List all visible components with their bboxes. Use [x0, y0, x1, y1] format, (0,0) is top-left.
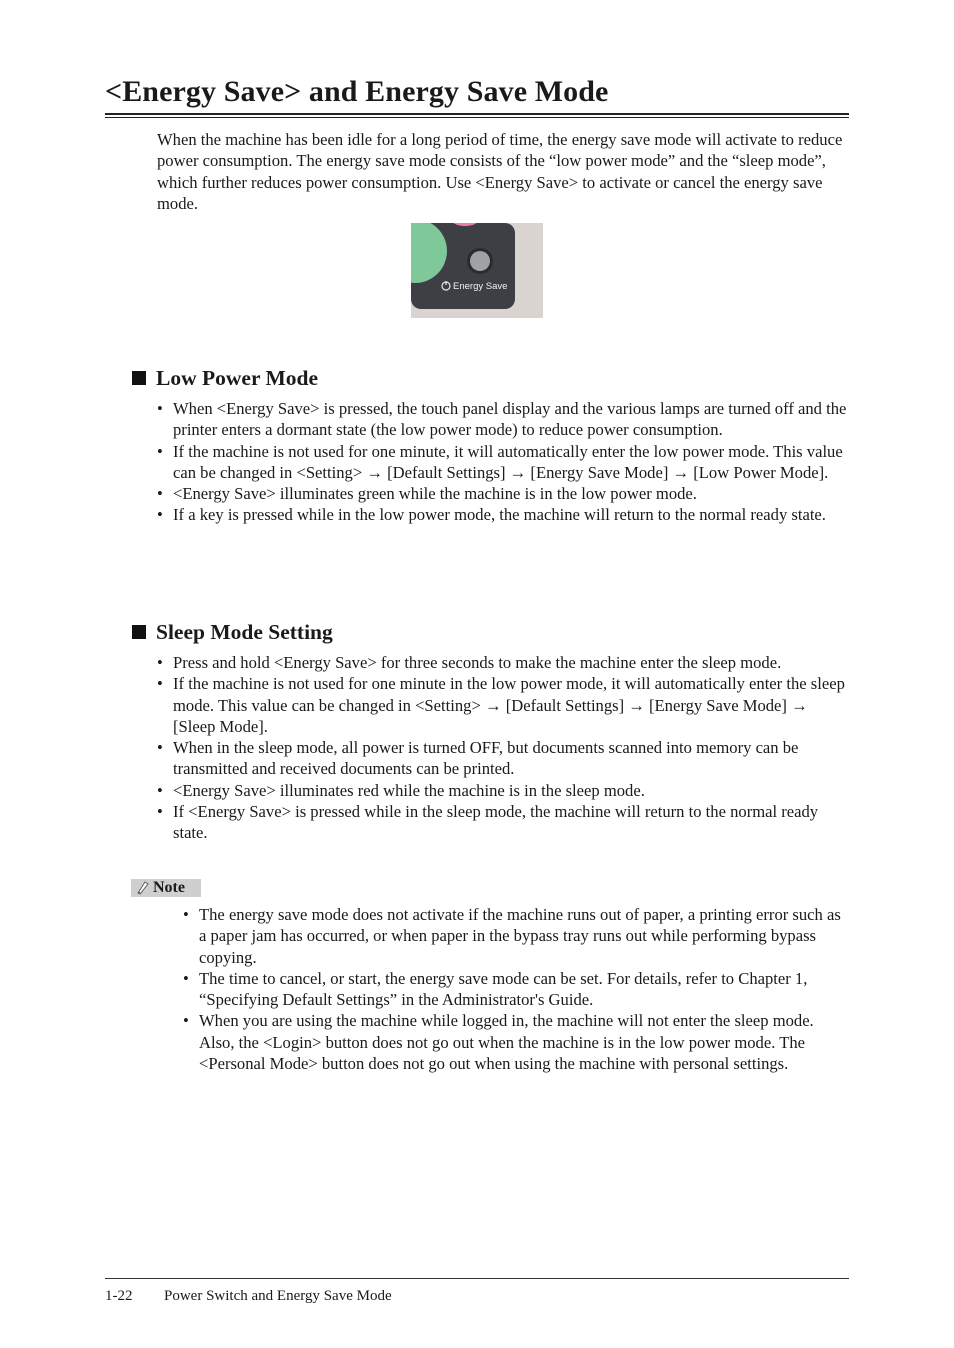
intro-paragraph: When the machine has been idle for a long period of time, the energy save mode will activate to reduce power consumption. The energy save mode consists of the “low power mode” and the “sleep mode”, which further reduces power consumption. Use <Energy Save> to activate or cancel the energy save mode.	[157, 130, 843, 213]
sleep-mode-list	[157, 652, 853, 844]
title-rule-thin	[105, 117, 849, 118]
footer-rule	[105, 1278, 849, 1279]
page-title: <Energy Save> and Energy Save Mode	[105, 75, 609, 108]
section-heading-low-power	[132, 364, 318, 392]
section-heading-sleep-mode	[132, 618, 333, 646]
list-item: • The time to cancel, or start, the energy save mode can be set. For details, refer to Chapter 1, “Specifying Default Settings” in the Administrator's Guide.	[183, 968, 851, 1011]
title-rule	[105, 113, 849, 115]
note-label	[131, 879, 201, 897]
footer-chapter-title: Power Switch and Energy Save Mode	[164, 1288, 392, 1304]
list-item: • <Energy Save> illuminates red while the machine is in the sleep mode.	[157, 780, 853, 801]
section-heading-text: Low Power Mode	[156, 366, 319, 390]
list-item: • The energy save mode does not activate if the machine runs out of paper, a printing error such as a paper jam has occurred, or when paper in the bypass tray runs out while performing bypass copying.	[183, 904, 851, 968]
list-item: • If <Energy Save> is pressed while in the sleep mode, the machine will return to the normal ready state.	[157, 801, 853, 844]
pencil-icon	[137, 881, 150, 895]
list-item: • If the machine is not used for one minute in the low power mode, it will automatically enter the sleep mode. This value can be changed in <Setting> → [Default Settings] → [Energy Save Mode] → [Sleep Mode].	[157, 673, 853, 737]
note-list	[183, 904, 851, 1074]
list-item: • When in the sleep mode, all power is turned OFF, but documents scanned into memory can be transmitted and received documents can be printed.	[157, 737, 853, 780]
list-item: • If a key is pressed while in the low power mode, the machine will return to the normal ready state.	[157, 504, 853, 525]
list-item: • Press and hold <Energy Save> for three seconds to make the machine enter the sleep mode.	[157, 652, 853, 673]
square-bullet-icon	[132, 625, 146, 639]
page-number: 1-22	[105, 1288, 133, 1304]
list-item: • When you are using the machine while logged in, the machine will not enter the sleep mode. Also, the <Login> button does not go out when the machine is in the low power mode. The <Personal Mode> button does not go out when using the machine with personal settings.	[183, 1010, 851, 1074]
energy-save-button-label: Energy Save	[453, 281, 508, 292]
square-bullet-icon	[132, 371, 146, 385]
low-power-mode-list	[157, 398, 853, 526]
list-item: • If the machine is not used for one minute, it will automatically enter the low power mode. This value can be changed in <Setting> → [Default Settings] → [Energy Save Mode] → [Low Power Mode].	[157, 441, 853, 484]
list-item: • <Energy Save> illuminates green while the machine is in the low power mode.	[157, 483, 853, 504]
energy-save-panel-image	[411, 223, 543, 318]
note-label-text: Note	[153, 879, 185, 896]
list-item: • When <Energy Save> is pressed, the touch panel display and the various lamps are turned off and the printer enters a dormant state (the low power mode) to reduce power consumption.	[157, 398, 853, 441]
control-panel-illustration	[411, 223, 543, 318]
section-heading-text: Sleep Mode Setting	[156, 620, 333, 644]
